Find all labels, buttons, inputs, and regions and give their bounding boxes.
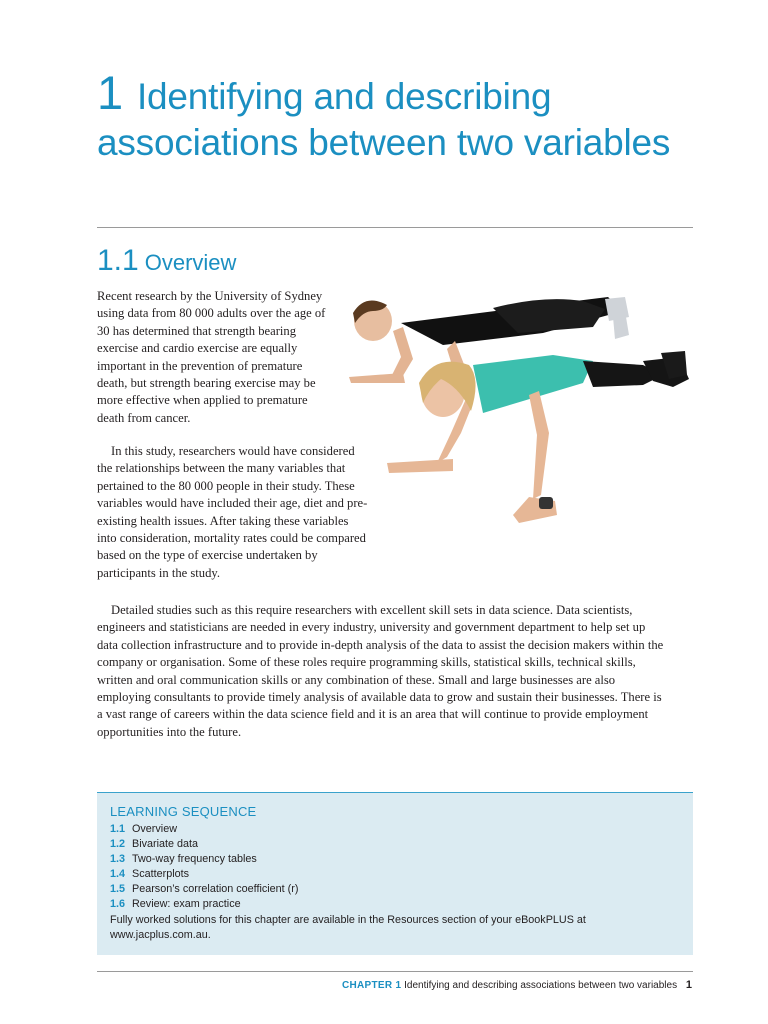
learning-item[interactable] — [110, 852, 298, 867]
learning-item[interactable] — [110, 822, 298, 837]
section-heading — [97, 246, 236, 278]
learning-item[interactable] — [110, 897, 298, 912]
chapter-title-text: Identifying and describing associations between two variables — [97, 76, 671, 163]
learning-item-label: Review: exam practice — [132, 897, 241, 910]
learning-item-number: 1.1 — [110, 823, 126, 835]
learning-sequence-heading: LEARNING SEQUENCE — [110, 804, 257, 819]
learning-item-number: 1.5 — [110, 882, 126, 895]
footer-divider — [97, 971, 693, 972]
footer-chapter-label: CHAPTER 1 — [341, 980, 402, 991]
learning-item-label: Two-way frequency tables — [132, 852, 257, 865]
section-title-text: Overview — [144, 250, 237, 275]
title-divider — [97, 227, 693, 228]
page-number: 1 — [685, 979, 692, 991]
careers-paragraph: Detailed studies such as this require researchers with excellent skill sets in data science. Data scientists, engineers and statisticians are needed in every industry, university and government department to help set up data collection infrastructure and to provide in-depth analysis of the data to assist the decision makers within the company or organisation. Some of these roles require programming skills, statistical skills, technical skills, written and oral communication skills or any combination of these. Small and large businesses are also employing consultants to provide timely analysis of available data to grow and sustain their businesses. There is a vast range of careers within the data science field and it is an area that will continue to provide employment opportunities into the future. — [97, 603, 664, 739]
learning-item[interactable] — [110, 837, 298, 852]
learning-sequence-box — [97, 792, 693, 955]
chapter-title — [97, 66, 697, 166]
intro-paragraph: Recent research by the University of Sydney using data from 80 000 adults over the age of 30 has determined that strength bearing exercise and cardio exercise are equally important in the prevention of premature death, but strength bearing exercise may be more effective when applied to premature death from cancer. — [97, 289, 326, 425]
learning-item-number: 1.4 — [110, 867, 126, 880]
learning-item[interactable] — [110, 867, 298, 882]
section-number: 1.1 — [97, 244, 139, 277]
chapter-number: 1 — [97, 66, 123, 119]
pushup-photo — [343, 283, 698, 538]
solutions-note: Fully worked solutions for this chapter are available in the Resources section of your eBookPLUS at www.jacplus.com.au. — [110, 914, 586, 941]
study-paragraph: In this study, researchers would have considered the relationships between the many variables that pertained to the 80 000 people in their study. These variables would have included their age, diet and pre-existing health issues. After taking these variables into consideration, mortality rates could be compared based on the type of exercise undertaken by participants in the study. — [97, 444, 368, 580]
learning-item-label: Overview — [132, 823, 177, 835]
learning-sequence-list — [110, 822, 298, 911]
learning-item-number: 1.3 — [110, 852, 126, 865]
woman-figure — [387, 351, 689, 523]
footer-chapter-title: Identifying and describing associations between two variables — [404, 980, 678, 991]
learning-item-label: Pearson’s correlation coefficient (r) — [132, 882, 299, 895]
learning-item-number: 1.6 — [110, 897, 126, 910]
learning-item-label: Scatterplots — [132, 867, 190, 880]
learning-item-label: Bivariate data — [132, 837, 199, 850]
learning-item[interactable] — [110, 882, 298, 897]
learning-item-number: 1.2 — [110, 837, 126, 850]
page-footer — [342, 979, 692, 991]
